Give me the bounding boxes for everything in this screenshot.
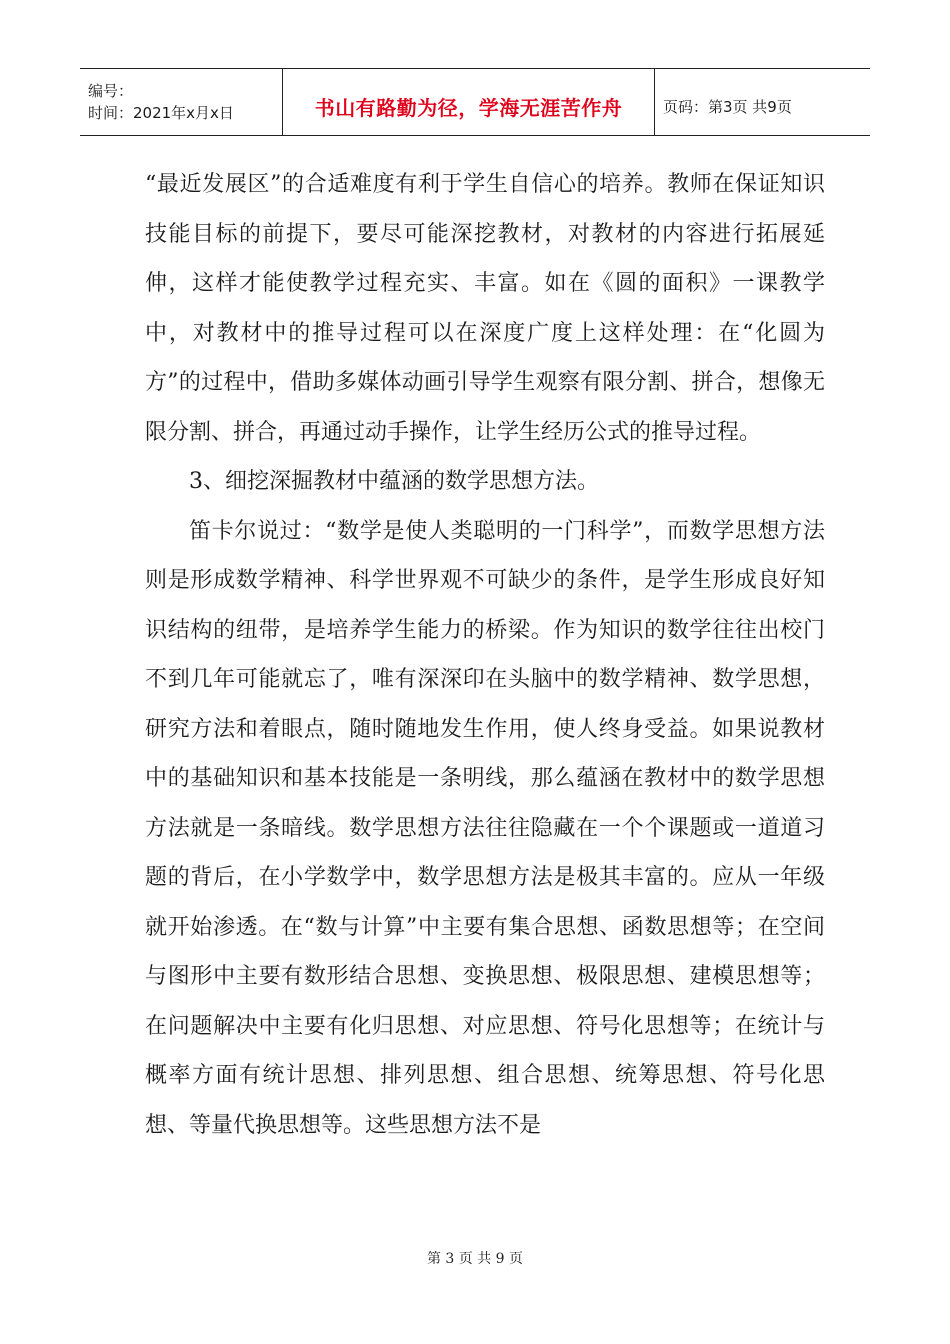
body-paragraph-2: [145, 457, 825, 507]
section-heading: 3、细挖深掘教材中蕴涵的数学思想方法。: [189, 469, 599, 494]
document-header: [80, 68, 870, 136]
page-footer: 第 3 页 共 9 页: [426, 1251, 524, 1267]
paragraph-text: “最近发展区”的合适难度有利于学生自信心的培养。教师在保证知识技能目标的前提下，要尽可能深挖教材，对教材的内容进行拓展延伸，这样才能使教学过程充实、丰富。如在《圆的面积》一课教学中，对教材中的推导过程可以在深度广度上这样处理：在“化圆为方”的过程中，借助多媒体动画引导学生观察有限分割、拼合，想像无限分割、拼合，再通过动手操作，让学生经历公式的推导过程。: [145, 172, 825, 445]
body-paragraph-1: [145, 160, 825, 457]
document-time-label: 时间：2021年x月x日: [88, 104, 234, 122]
document-body: [145, 160, 825, 1150]
header-motto: 书山有路勤为径，学海无涯苦作舟: [314, 95, 623, 120]
header-motto-cell: [283, 69, 655, 135]
header-meta: [80, 69, 283, 135]
header-page-info: 页码：第3页 共9页: [663, 97, 792, 116]
paragraph-text: 笛卡尔说过：“数学是使人类聪明的一门科学”，而数学思想方法则是形成数学精神、科学世界观不可缺少的条件，是学生形成良好知识结构的纽带，是培养学生能力的桥梁。作为知识的数学往往出校门不到几年可能就忘了，唯有深深印在头脑中的数学精神、数学思想，研究方法和着眼点，随时随地发生作用，使人终身受益。如果说教材中的基础知识和基本技能是一条明线，那么蕴涵在教材中的数学思想方法就是一条暗线。数学思想方法往往隐藏在一个个课题或一道道习题的背后，在小学数学中，数学思想方法是极其丰富的。应从一年级就开始渗透。在“数与计算”中主要有集合思想、函数思想等；在空间与图形中主要有数形结合思想、变换思想、极限思想、建模思想等；在问题解决中主要有化归思想、对应思想、符号化思想等；在统计与概率方面有统计思想、排列思想、组合思想、统筹思想、符号化思想、等量代换思想等。这些思想方法不是: [145, 518, 825, 1138]
document-number-label: 编号：: [88, 82, 134, 100]
header-page-info-cell: [655, 69, 870, 135]
body-paragraph-3: [145, 507, 825, 1151]
